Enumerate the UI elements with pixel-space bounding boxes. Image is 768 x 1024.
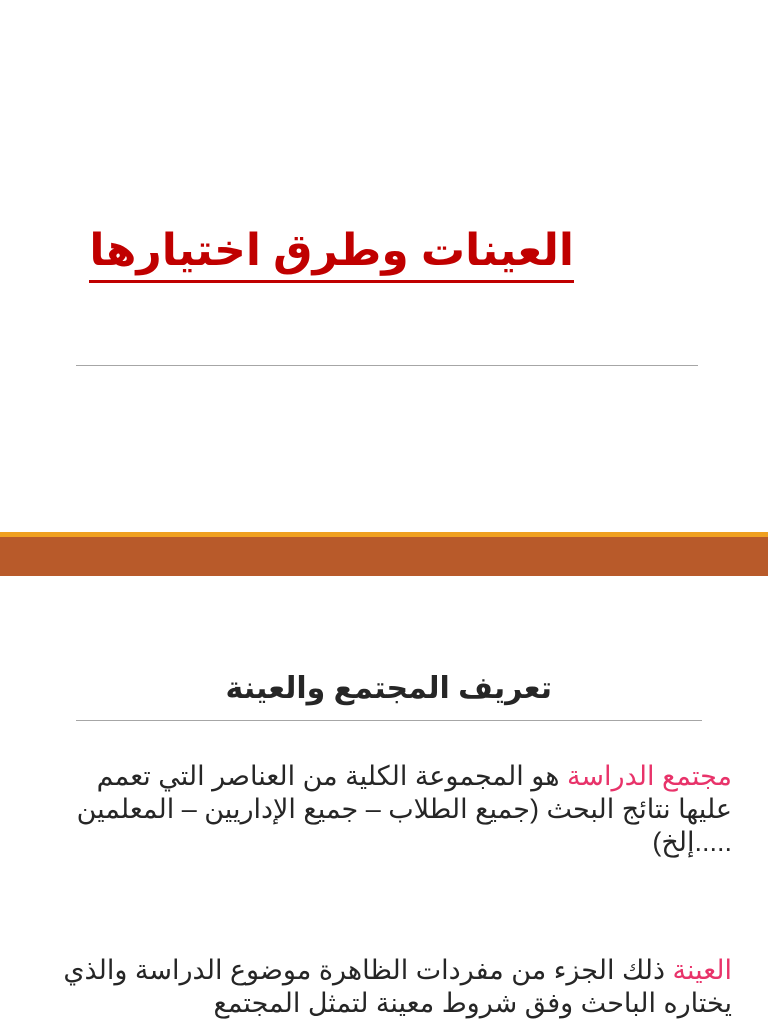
slide-title bbox=[0, 224, 728, 283]
population-definition bbox=[36, 760, 732, 859]
slide-title-text: العينات وطرق اختيارها bbox=[89, 224, 574, 283]
population-text: هو المجموعة الكلية من العناصر التي تعمم عليها نتائج البحث (جميع الطلاب – جميع الإداريين – المعلمين .....إلخ) bbox=[76, 761, 732, 857]
definition-slide bbox=[0, 576, 768, 1024]
sample-text: ذلك الجزء من مفردات الظاهرة موضوع الدراسة والذي يختاره الباحث وفق شروط معينة لتمثل المجتمع bbox=[63, 955, 732, 1018]
population-term: مجتمع الدراسة bbox=[566, 761, 732, 791]
heading-divider bbox=[76, 720, 702, 721]
slide-separator-band bbox=[0, 537, 768, 576]
sample-term: العينة bbox=[672, 955, 732, 985]
title-divider bbox=[76, 365, 698, 366]
section-heading: تعريف المجتمع والعينة bbox=[225, 672, 552, 705]
sample-definition bbox=[36, 954, 732, 1020]
